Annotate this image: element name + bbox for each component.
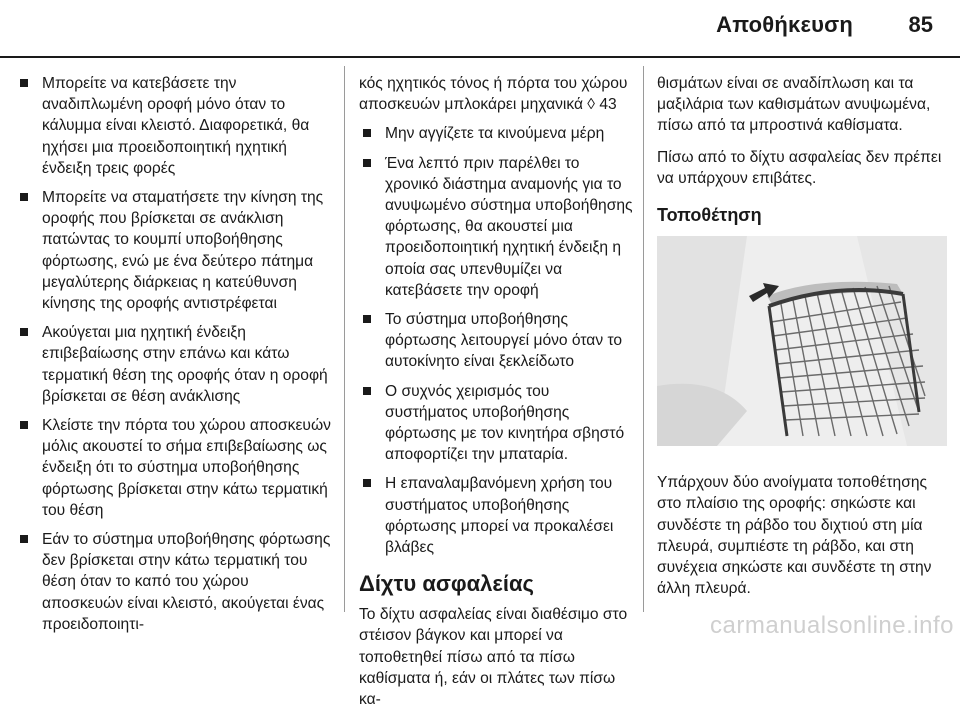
bullet-item <box>16 322 332 407</box>
bullet-square-icon <box>363 315 371 323</box>
bullet-square-icon <box>363 387 371 395</box>
figure-description: Υπάρχουν δύο ανοίγματα τοποθέτησης στο πλαίσιο της οροφής: σηκώστε και συνδέστε τη ράβδο του διχτιού στη μία πλευρά, συμπιέστε τη ράβδο, και στη συνέχεια σηκώστε και συνδέστε τη στην άλλη πλευρά. <box>657 474 932 598</box>
page-title: Αποθήκευση <box>716 12 853 37</box>
bullet-square-icon <box>20 535 28 543</box>
bullet-text: Μπορείτε να σταματήσετε την κίνηση της οροφής που βρίσκεται σε ανάκλιση πατώντας το κουμπί υποβοήθησης φόρτωσης, ενώ με ένα δεύτερο πάτημα μεγαλύτερης διάρκειας η κατεύθυνση κίνησης της οροφής αντιστρέφεται <box>42 189 324 313</box>
subsection-title: Τοποθέτηση <box>657 205 762 226</box>
bullet-item <box>359 153 635 301</box>
bullet-text: Κλείστε την πόρτα του χώρου αποσκευών μόλις ακουστεί το σήμα επιβεβαίωσης ως ένδειξη ότι το σύστημα υποβοήθησης φόρτωσης βρίσκεται στην κάτω τερματική του θέση <box>42 417 331 519</box>
bullet-square-icon <box>363 129 371 137</box>
bullet-square-icon <box>20 328 28 336</box>
illustration-figure <box>657 236 947 446</box>
paragraph: Πίσω από το δίχτυ ασφαλείας δεν πρέπει να υπάρχουν επιβάτες. <box>657 148 942 187</box>
bullet-item <box>16 73 332 179</box>
section-title: Δίχτυ ασφαλείας <box>359 571 534 597</box>
safety-net-illustration <box>657 236 947 446</box>
bullet-text: Ακούγεται μια ηχητική ένδειξη επιβεβαίωσης στην επάνω και κάτω τερματική θέση της οροφής όταν η οροφή βρίσκεται σε θέση ανάκλισης <box>42 324 328 405</box>
column-divider <box>643 66 644 612</box>
continuation-text: κός ηχητικός τόνος ή πόρτα του χώρου αποσκευών μπλοκάρει μηχανικά ◊ 43 <box>359 75 628 114</box>
bullet-item <box>359 381 635 466</box>
bullet-text: Μπορείτε να κατεβάσετε την αναδιπλωμένη οροφή μόνο όταν το κάλυμμα είναι κλειστό. Διαφορετικά, θα ηχήσει μια προειδοποιητική ηχητική ένδειξη τρεις φορές <box>42 75 310 177</box>
column-2 <box>359 73 635 720</box>
bullet-item <box>359 473 635 558</box>
bullet-item <box>16 529 332 635</box>
page-number: 85 <box>908 12 933 37</box>
bullet-text: Ένα λεπτό πριν παρέλθει το χρονικό διάστημα αναμονής για το ανυψωμένο σύστημα υποβοήθησης φόρτωσης, θα ακουστεί μια προειδοποιητική ηχητική ένδειξη η οποία σας υπενθυμίζει να κατεβάσετε την οροφή <box>385 154 633 299</box>
site-watermark: carmanualsonline.info <box>710 612 954 639</box>
bullet-item <box>359 309 635 373</box>
page-header <box>0 0 960 56</box>
bullet-text: Το σύστημα υποβοήθησης φόρτωσης λειτουργεί μόνο όταν το αυτοκίνητο είναι ξεκλείδωτο <box>385 311 623 371</box>
bullet-item <box>16 415 332 521</box>
bullet-text: Η επαναλαμβανόμενη χρήση του συστήματος υποβοήθησης φόρτωσης μπορεί να προκαλέσει βλάβες <box>385 475 614 557</box>
bullet-item <box>359 123 635 144</box>
bullet-square-icon <box>20 193 28 201</box>
bullet-square-icon <box>363 479 371 487</box>
bullet-square-icon <box>20 421 28 429</box>
bullet-text: Εάν το σύστημα υποβοήθησης φόρτωσης δεν βρίσκεται στην κάτω τερματική του θέση όταν το καπό του χώρου αποσκευών είναι κλειστό, ακούγεται ένας προειδοποιητι- <box>42 531 331 633</box>
column-divider <box>344 66 345 612</box>
column-1 <box>16 73 332 643</box>
bullet-text: Ο συχνός χειρισμός του συστήματος υποβοήθησης φόρτωσης με τον κινητήρα σβηστό αποφορτίζει την μπαταρία. <box>385 382 625 464</box>
bullet-square-icon <box>363 159 371 167</box>
bullet-text: Μην αγγίζετε τα κινούμενα μέρη <box>385 125 605 143</box>
bullet-square-icon <box>20 79 28 87</box>
continuation-text: θισμάτων είναι σε αναδίπλωση και τα μαξιλάρια των καθισμάτων ανυψωμένα, πίσω από τα μπροστινά καθίσματα. <box>657 75 931 135</box>
header-divider <box>0 56 960 58</box>
column-3 <box>657 73 950 609</box>
bullet-item <box>16 187 332 314</box>
section-text: Το δίχτυ ασφαλείας είναι διαθέσιμο στο στέισον βάγκον και μπορεί να τοποθετηθεί πίσω από τα πίσω καθίσματα ή, εάν οι πλάτες των πίσω κα- <box>359 606 628 709</box>
